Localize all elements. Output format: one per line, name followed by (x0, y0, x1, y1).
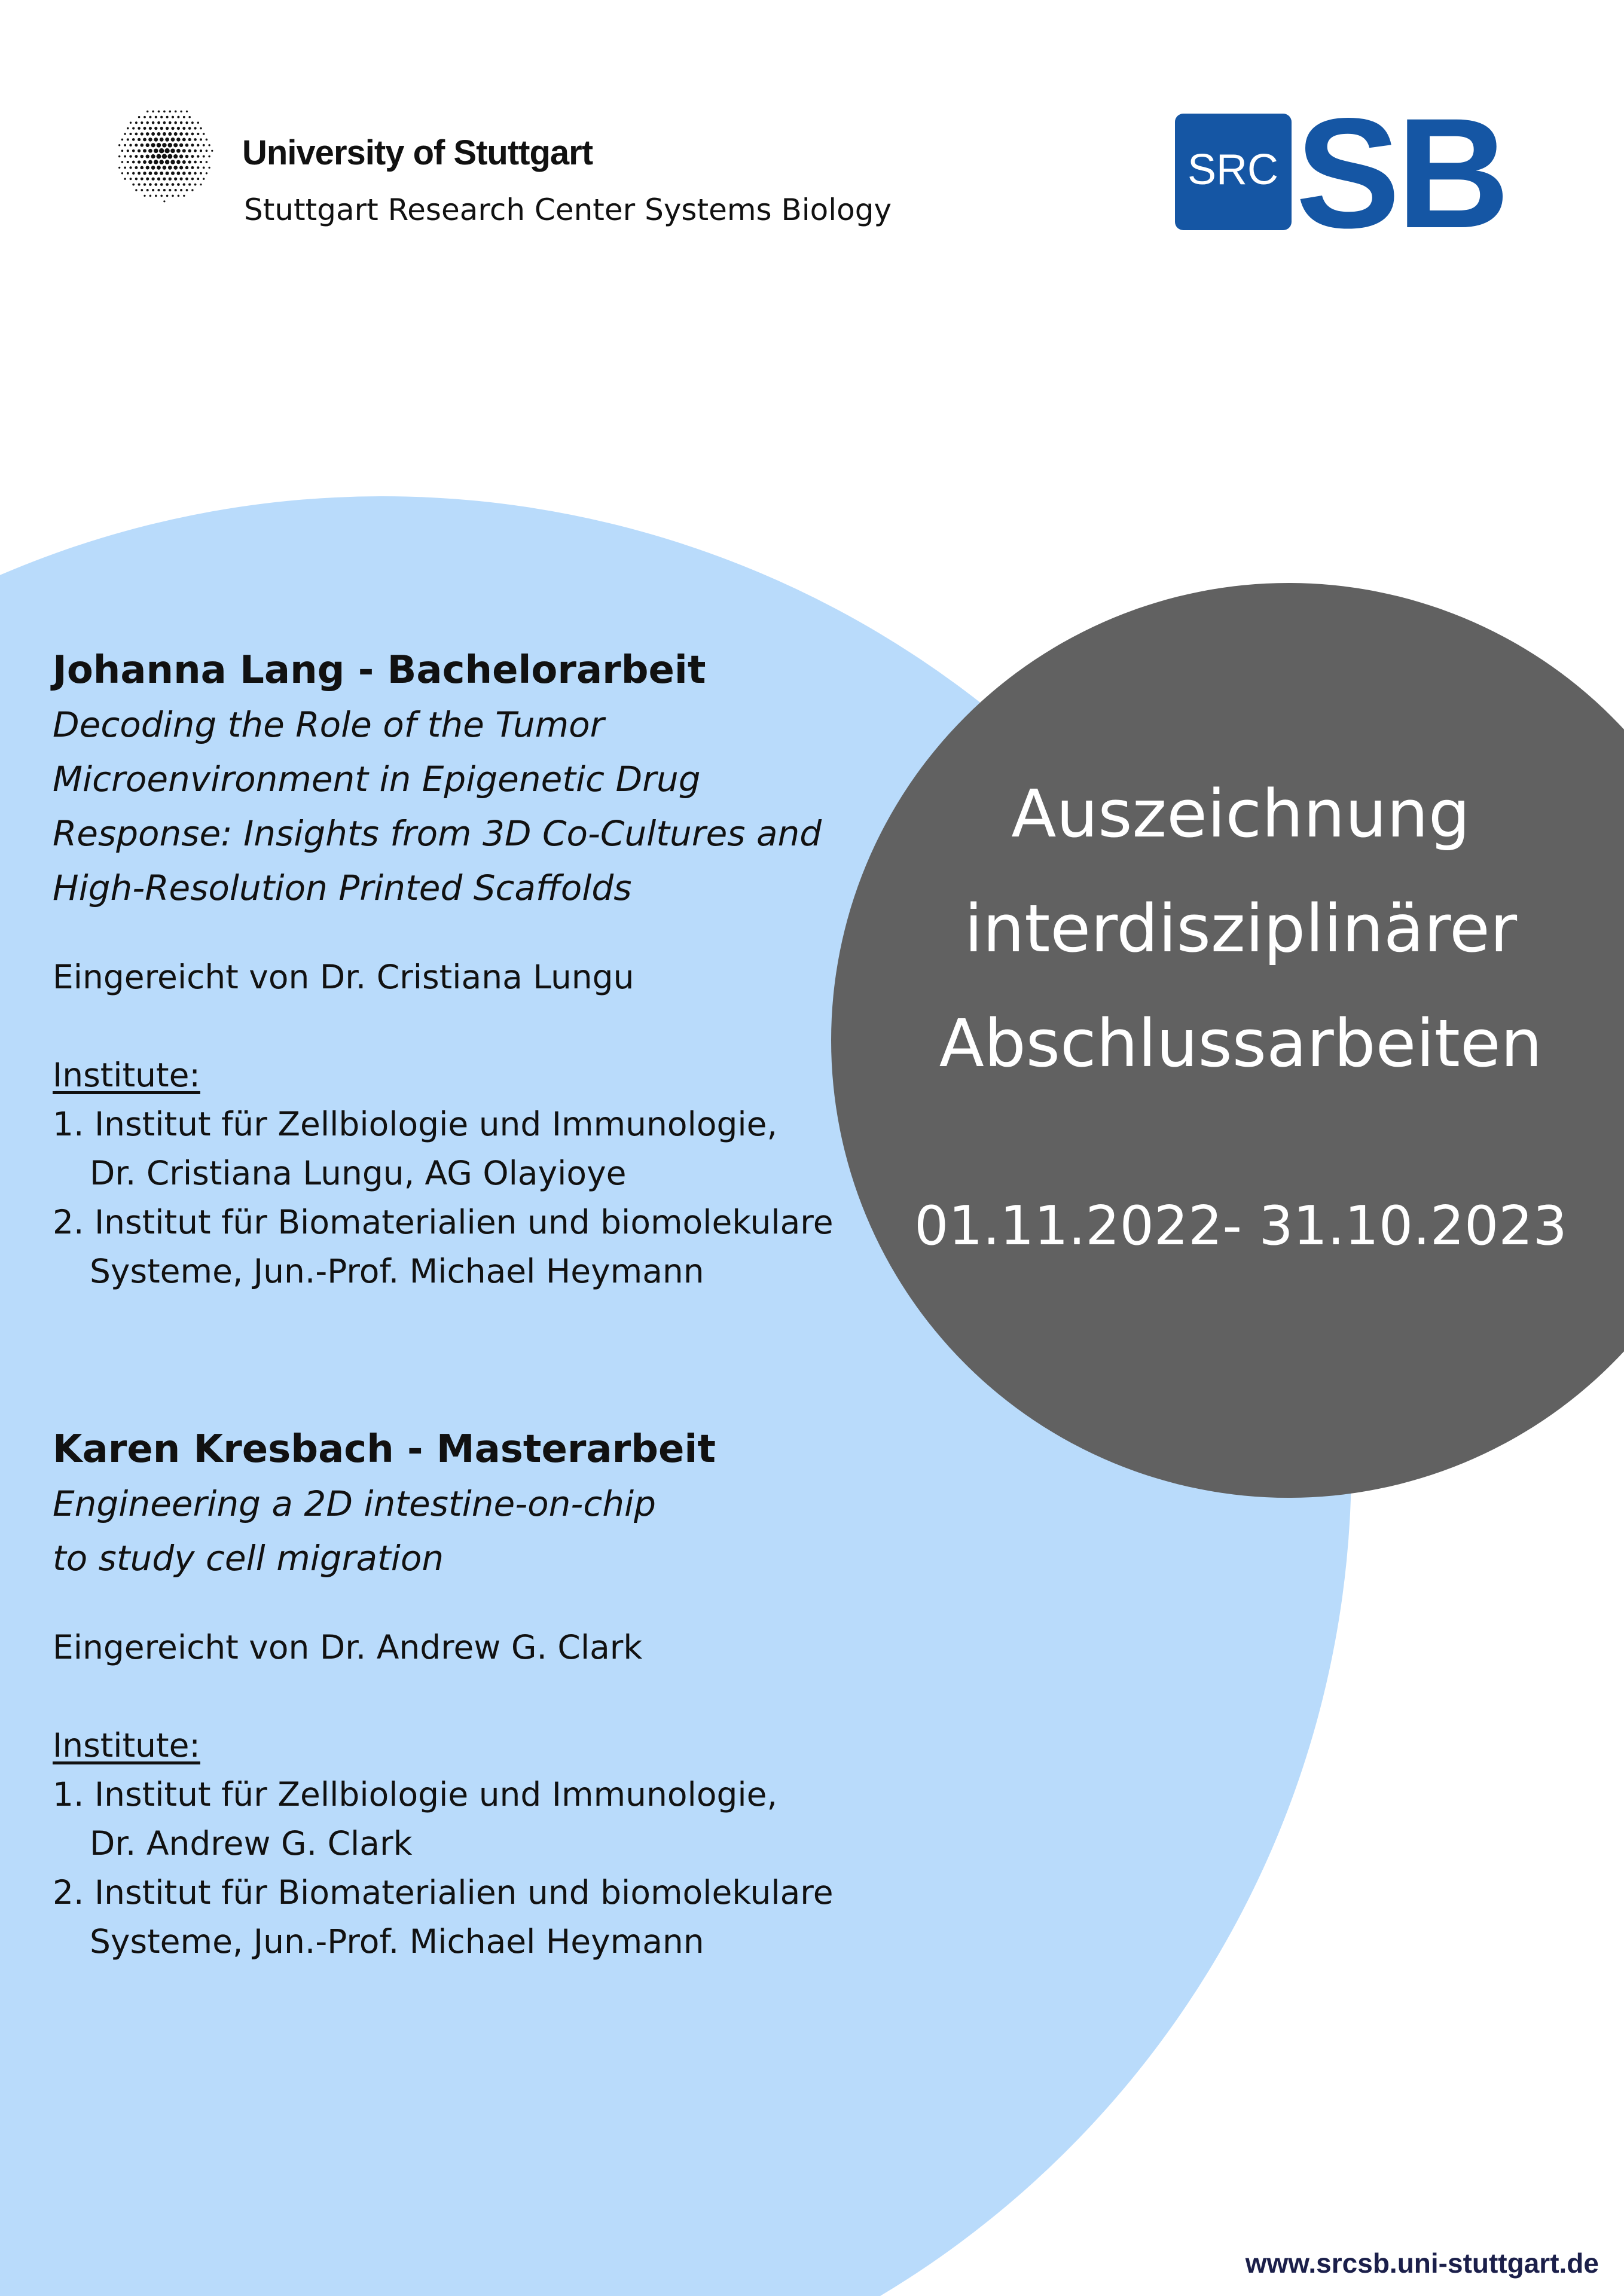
logo-dot (141, 189, 143, 191)
logo-dot (200, 138, 202, 141)
logo-dot (124, 167, 126, 169)
logo-dot (182, 127, 185, 130)
institute-line: 2. Institut für Biomaterialien und biomolekulare (53, 1203, 834, 1241)
logo-dot (160, 195, 163, 197)
logo-dot (135, 133, 138, 136)
logo-dot (129, 133, 132, 135)
logo-dot (211, 150, 213, 152)
logo-dot (159, 160, 164, 164)
institutes-label: Institute: (53, 1726, 200, 1764)
award-title-line-2: interdisziplinärer (964, 890, 1518, 967)
logo-dot (176, 149, 181, 153)
logo-dot (154, 127, 157, 130)
logo-dot (146, 144, 149, 147)
logo-dot (175, 189, 177, 191)
institute-line: Systeme, Jun.-Prof. Michael Heymann (90, 1252, 704, 1290)
logo-dot (194, 138, 197, 141)
institute-line: Systeme, Jun.-Prof. Michael Heymann (90, 1922, 704, 1961)
logo-dot (146, 178, 149, 181)
logo-dot (159, 148, 164, 153)
logo-dot (167, 154, 172, 159)
logo-dot (194, 161, 197, 164)
logo-dot (179, 154, 183, 158)
logo-dot (146, 121, 148, 124)
logo-dot (151, 143, 155, 147)
logo-dot (129, 155, 132, 157)
logo-dot (163, 166, 167, 170)
logo-dot (124, 133, 126, 135)
logo-dot (124, 155, 126, 158)
award-title-line-3: Abschlussarbeiten (939, 1005, 1543, 1082)
logo-dot (149, 127, 152, 130)
logo-dot (173, 166, 178, 170)
logo-dot (197, 133, 199, 135)
logo-dot (169, 189, 171, 191)
logo-dot (160, 127, 163, 130)
logo-dot (127, 172, 129, 175)
logo-dot (180, 178, 183, 181)
logo-dot (168, 132, 172, 136)
award-dates: 01.11.2022- 31.10.2023 (914, 1195, 1567, 1257)
logo-dot (182, 149, 186, 152)
logo-dot (135, 189, 137, 191)
logo-dot (186, 189, 188, 191)
logo-dot (132, 161, 135, 164)
logo-dot (148, 160, 152, 164)
website-link[interactable]: www.srcsb.uni-stuttgart.de (1245, 2248, 1599, 2279)
logo-dot (121, 161, 124, 163)
logo-dot (197, 178, 199, 180)
logo-dot (166, 116, 169, 118)
thesis-entry-1 (53, 643, 878, 1296)
logo-dot (182, 138, 186, 141)
institutes-label: Institute: (53, 1056, 200, 1094)
logo-dot (138, 149, 141, 152)
logo-dot (172, 183, 175, 186)
institute-line: 1. Institut für Zellbiologie und Immunologie, (53, 1105, 777, 1143)
logo-dot (168, 143, 173, 148)
logo-dot (197, 144, 199, 146)
logo-dot (138, 127, 141, 130)
logo-dot (183, 116, 185, 118)
entry-title-line: to study cell migration (53, 1538, 444, 1578)
logo-dot (157, 132, 161, 136)
logo-dot (183, 183, 185, 185)
logo-dot (157, 154, 161, 159)
logo-dot (130, 178, 132, 180)
logo-dot (138, 138, 141, 141)
logo-dot (208, 155, 210, 157)
logo-dot (163, 200, 165, 202)
logo-dot (197, 166, 199, 169)
logo-dot (178, 195, 180, 197)
logo-dot (200, 149, 202, 152)
entry-title (53, 1477, 878, 1586)
institute-line: Dr. Andrew G. Clark (90, 1824, 413, 1863)
logo-dot (151, 166, 155, 170)
logo-dot (148, 172, 152, 175)
logo-dot (132, 149, 135, 152)
logo-dot (169, 178, 172, 181)
logo-dot (143, 138, 146, 141)
src-badge-text: SRC (1187, 146, 1279, 194)
logo-dot (200, 161, 202, 163)
logo-dot (140, 144, 144, 147)
logo-dot (165, 138, 169, 142)
logo-dot (163, 178, 166, 181)
logo-dot (144, 127, 146, 130)
logo-dot (127, 127, 129, 130)
logo-dot (144, 195, 145, 197)
logo-dot (154, 183, 157, 186)
logo-dot (171, 172, 175, 175)
logo-dot (154, 148, 158, 153)
logo-dot (208, 144, 210, 146)
logo-dot (169, 121, 172, 124)
logo-dot (162, 154, 167, 158)
logo-dot (194, 172, 196, 175)
logo-dot (191, 178, 194, 180)
logo-dot (177, 183, 180, 186)
logo-dot (149, 183, 152, 186)
institute-line: 1. Institut für Zellbiologie und Immunologie, (53, 1775, 777, 1813)
logo-dot (121, 172, 123, 174)
logo-dot (200, 184, 202, 185)
logo-dot (188, 160, 191, 163)
logo-dot (152, 121, 155, 124)
logo-dot (166, 127, 169, 130)
logo-dot (135, 178, 138, 180)
logo-dot (148, 138, 152, 141)
logo-dot (148, 149, 152, 153)
logo-dot (157, 178, 160, 181)
logo-dot (176, 160, 181, 164)
logo-dot (135, 166, 138, 169)
logo-dot (191, 189, 193, 191)
logo-dot (166, 172, 169, 175)
logo-dot (129, 166, 132, 169)
logo-dot (185, 144, 189, 147)
logo-dot (188, 184, 191, 186)
logo-dot (170, 148, 175, 153)
logo-dot (141, 166, 144, 170)
logo-dot (118, 167, 120, 169)
logo-dot (188, 116, 191, 118)
entry-heading: Karen Kresbach - Masterarbeit (53, 1427, 716, 1471)
logo-dot (144, 116, 146, 118)
logo-dot (174, 132, 178, 136)
logo-dot (146, 132, 149, 136)
logo-dot (141, 155, 144, 158)
university-dot-logo-icon (114, 103, 215, 204)
logo-dot (132, 138, 135, 141)
logo-dot (138, 184, 141, 186)
logo-dot (157, 166, 161, 170)
logo-dot (132, 184, 135, 186)
logo-dot (191, 144, 194, 146)
logo-dot (186, 111, 188, 112)
entry-title-line: Microenvironment in Epigenetic Drug (53, 759, 701, 799)
logo-dot (185, 166, 189, 170)
logo-dot (185, 155, 189, 158)
logo-dot (166, 183, 169, 186)
entry-title-line: Decoding the Role of the Tumor (53, 704, 605, 745)
logo-dot (179, 132, 183, 136)
logo-dot (127, 161, 129, 163)
logo-dot (160, 183, 163, 186)
logo-dot (177, 127, 180, 130)
logo-dot (146, 111, 148, 112)
logo-dot (135, 121, 138, 124)
logo-dot (185, 132, 188, 135)
logo-dot (203, 144, 205, 146)
entry-submitted-by: Eingereicht von Dr. Cristiana Lungu (53, 958, 634, 996)
logo-dot (183, 195, 185, 197)
logo-dot (157, 143, 161, 147)
logo-dot (118, 155, 120, 157)
logo-dot (149, 195, 152, 197)
institute-line: 2. Institut für Biomaterialien und biomolekulare (53, 1873, 834, 1912)
entry-title (53, 698, 878, 915)
logo-dot (185, 178, 188, 181)
logo-dot (146, 166, 149, 169)
logo-dot (175, 111, 177, 113)
logo-dot (127, 149, 129, 152)
logo-dot (127, 138, 129, 141)
logo-dot (197, 121, 199, 123)
award-title-line-1: Auszeichnung (1011, 775, 1470, 852)
logo-dot (188, 172, 191, 175)
institute-line: Dr. Cristiana Lungu, AG Olayioye (90, 1154, 627, 1192)
logo-dot (152, 189, 154, 191)
logo-dot (177, 116, 179, 118)
logo-dot (165, 160, 170, 164)
logo-dot (141, 178, 144, 181)
logo-dot (124, 144, 126, 146)
logo-dot (141, 132, 144, 135)
entry-title-line: Engineering a 2D intestine-on-chip (53, 1483, 656, 1524)
logo-dot (188, 138, 191, 141)
logo-dot (194, 184, 197, 186)
logo-dot (203, 178, 204, 180)
logo-dot (151, 154, 155, 158)
logo-dot (179, 166, 183, 169)
award-title (861, 756, 1620, 1101)
logo-dot (206, 139, 208, 141)
logo-dot (158, 111, 160, 113)
logo-dot (173, 154, 178, 158)
logo-dot (138, 116, 141, 118)
logo-dot (164, 148, 169, 153)
logo-dot (174, 178, 177, 181)
logo-dot (188, 149, 191, 152)
logo-dot (200, 127, 202, 130)
logo-dot (143, 160, 146, 164)
logo-dot (203, 167, 205, 169)
logo-dot (151, 132, 155, 136)
logo-dot (200, 172, 202, 175)
entry-submitted-by: Eingereicht von Dr. Andrew G. Clark (53, 1628, 643, 1666)
logo-dot (197, 155, 199, 157)
logo-dot (154, 138, 158, 142)
logo-dot (129, 144, 132, 146)
logo-dot (182, 172, 186, 175)
research-center-name: Stuttgart Research Center Systems Biology (244, 193, 892, 227)
logo-dot (162, 143, 166, 147)
sb-wordmark: SB (1296, 114, 1506, 230)
logo-dot (143, 149, 146, 152)
thesis-entry-2 (53, 1422, 878, 1966)
logo-dot (208, 167, 210, 169)
srcsb-logo (1175, 114, 1546, 230)
logo-dot (163, 121, 166, 124)
logo-dot (176, 138, 180, 141)
logo-dot (160, 172, 163, 175)
logo-dot (194, 127, 197, 130)
logo-dot (176, 172, 180, 175)
logo-dot (155, 116, 157, 118)
logo-dot (172, 116, 174, 118)
logo-dot (121, 149, 124, 152)
logo-dot (160, 116, 163, 118)
logo-dot (141, 121, 143, 124)
logo-dot (171, 138, 175, 142)
logo-dot (194, 149, 197, 152)
logo-dot (135, 144, 138, 146)
entry-heading: Johanna Lang - Bachelorarbeit (53, 648, 706, 692)
logo-dot (121, 139, 123, 141)
logo-dot (154, 160, 158, 164)
logo-dot (146, 189, 149, 191)
logo-dot (191, 166, 194, 169)
logo-dot (171, 127, 174, 130)
logo-dot (206, 161, 208, 163)
logo-dot (180, 121, 182, 124)
logo-dot (191, 121, 194, 124)
logo-dot (151, 178, 154, 181)
logo-dot (149, 116, 151, 118)
logo-dot (191, 133, 194, 136)
logo-dot (138, 160, 141, 163)
logo-dot (185, 121, 188, 124)
logo-dot (191, 155, 194, 158)
logo-dot (206, 149, 208, 152)
logo-dot (157, 121, 160, 124)
logo-dot (152, 111, 154, 113)
logo-dot (168, 166, 172, 170)
logo-dot (154, 172, 158, 175)
logo-dot (132, 127, 135, 130)
logo-dot (135, 155, 138, 158)
university-name: University of Stuttgart (242, 133, 593, 172)
logo-dot (179, 144, 183, 147)
logo-dot (182, 160, 186, 164)
logo-dot (163, 132, 166, 136)
logo-dot (163, 111, 166, 113)
logo-dot (170, 160, 175, 164)
logo-dot (203, 155, 205, 158)
logo-dot (174, 121, 177, 124)
logo-dot (146, 154, 149, 158)
logo-dot (130, 121, 132, 123)
entry-title-line: Response: Insights from 3D Co-Cultures and (53, 813, 822, 854)
logo-dot (163, 189, 166, 191)
logo-dot (188, 127, 191, 130)
logo-dot (206, 172, 207, 174)
entry-title-line: High-Resolution Printed Scaffolds (53, 868, 632, 908)
logo-dot (124, 178, 126, 180)
logo-dot (172, 195, 174, 197)
logo-dot (144, 183, 146, 185)
logo-dot (169, 111, 172, 113)
logo-dot (138, 172, 141, 175)
logo-dot (143, 172, 146, 175)
logo-dot (118, 144, 120, 146)
logo-dot (203, 133, 205, 135)
logo-dot (132, 172, 135, 175)
logo-dot (155, 195, 157, 197)
logo-dot (160, 138, 164, 142)
logo-dot (166, 195, 169, 197)
logo-dot (157, 189, 160, 191)
logo-dot (173, 143, 178, 147)
logo-dot (180, 111, 182, 112)
logo-dot (180, 189, 182, 191)
